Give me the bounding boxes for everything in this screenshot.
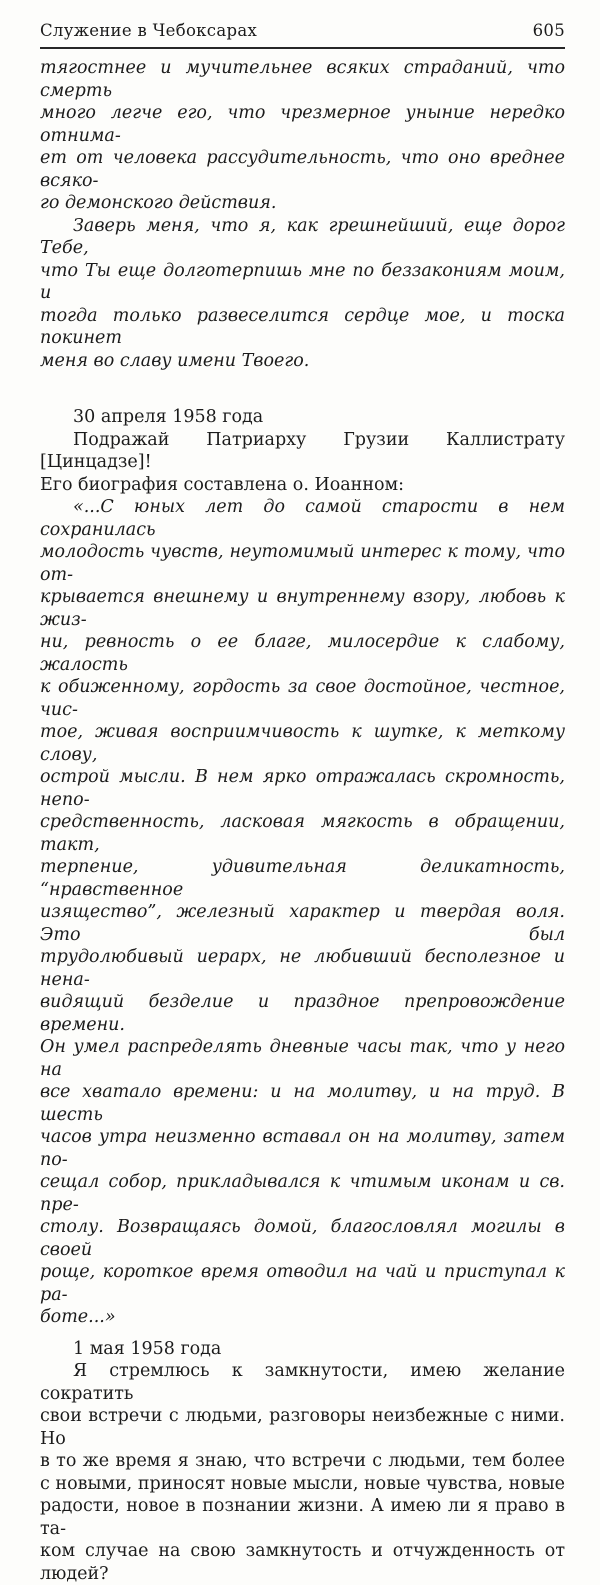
text-line: тогда только развеселится сердце мое, и тоска покинет	[40, 305, 565, 348]
text-line: с новыми, приносят новые мысли, новые чувства, новые	[40, 1473, 565, 1494]
text-line: много легче его, что чрезмерное уныние нередко отнима-	[40, 103, 565, 146]
text-line: ни, ревность о ее благе, милосердие к слабому, жалость	[40, 632, 565, 675]
date-heading	[40, 1338, 565, 1361]
text-line: сещал собор, прикладывался к чтимым иконам и св. пре-	[40, 1172, 565, 1215]
page-number: 605	[532, 21, 565, 40]
page-header	[40, 20, 565, 49]
paragraph	[40, 1360, 565, 1585]
text-line: часов утра неизменно вставал он на молитву, затем по-	[40, 1127, 565, 1170]
text-line: изящество”, железный характер и твердая воля. Это был	[40, 902, 565, 945]
text-line: боте...»	[40, 1307, 116, 1327]
text-line: радости, новое в познании жизни. А имею ли я право в та-	[40, 1496, 565, 1539]
paragraph	[40, 215, 565, 373]
text-line: к обиженному, гордость за свое достойное, честное, чис-	[40, 677, 565, 720]
text-line: Я стремлюсь к замкнутости, имею желание сократить	[40, 1361, 565, 1404]
date-heading	[40, 406, 565, 429]
text-line: 30 апреля 1958 года	[73, 407, 264, 427]
text-line: в то же время я знаю, что встречи с людьми, тем более	[40, 1451, 565, 1471]
text-line: 1 мая 1958 года	[73, 1338, 222, 1359]
text-line: меня во славу имени Твоего.	[40, 350, 310, 371]
paragraph	[40, 57, 565, 215]
text-line: Он умел распределять дневные часы так, что у него на	[40, 1037, 565, 1080]
text-line: роще, короткое время отводил на чай и приступал к ра-	[40, 1262, 565, 1305]
text-line: видящий безделие и праздное препровождение времени.	[40, 992, 565, 1035]
page-body	[40, 57, 565, 1585]
text-line: что Ты еще долготерпишь мне по беззакониям моим, и	[40, 260, 565, 303]
text-line: все хватало времени: и на молитву, и на труд. В шесть	[40, 1082, 565, 1125]
text-line: тое, живая восприимчивость к шутке, к меткому слову,	[40, 722, 565, 765]
text-line: «...С юных лет до самой старости в нем сохранилась	[40, 497, 565, 540]
text-line: Подражай Патриарху Грузии Каллистрату [Цинцадзе]!	[40, 429, 565, 472]
text-line: молодость чувств, неутомимый интерес к тому, что от-	[40, 542, 565, 585]
text-line: го демонского действия.	[40, 193, 277, 213]
text-line: ком случае на свою замкнутость и отчужденность от людей?	[40, 1541, 565, 1584]
text-line: средственность, ласковая мягкость в обращении, такт,	[40, 812, 565, 855]
text-line: столу. Возвращаясь домой, благословлял могилы в своей	[40, 1217, 565, 1260]
text-line: острой мысли. В нем ярко отражалась скромность, непо-	[40, 767, 565, 810]
text-line: ет от человека рассудительность, что оно вреднее всяко-	[40, 148, 565, 191]
running-title: Служение в Чебоксарах	[40, 21, 258, 40]
text-line: тягостнее и мучительнее всяких страданий, что смерть	[40, 58, 565, 101]
text-line: свои встречи с людьми, разговоры неизбежные с ними. Но	[40, 1406, 565, 1449]
text-line: Заверь меня, что я, как грешнейший, еще дорог Тебе,	[40, 215, 565, 258]
text-line: крывается внешнему и внутреннему взору, любовь к жиз-	[40, 587, 565, 630]
text-line: трудолюбивый иерарх, не любивший бесполезное и нена-	[40, 947, 565, 990]
text-line: терпение, удивительная деликатность, “нравственное	[40, 857, 565, 900]
paragraph	[40, 429, 565, 497]
paragraph	[40, 496, 565, 1329]
text-line: Его биография составлена о. Иоанном:	[40, 474, 405, 495]
